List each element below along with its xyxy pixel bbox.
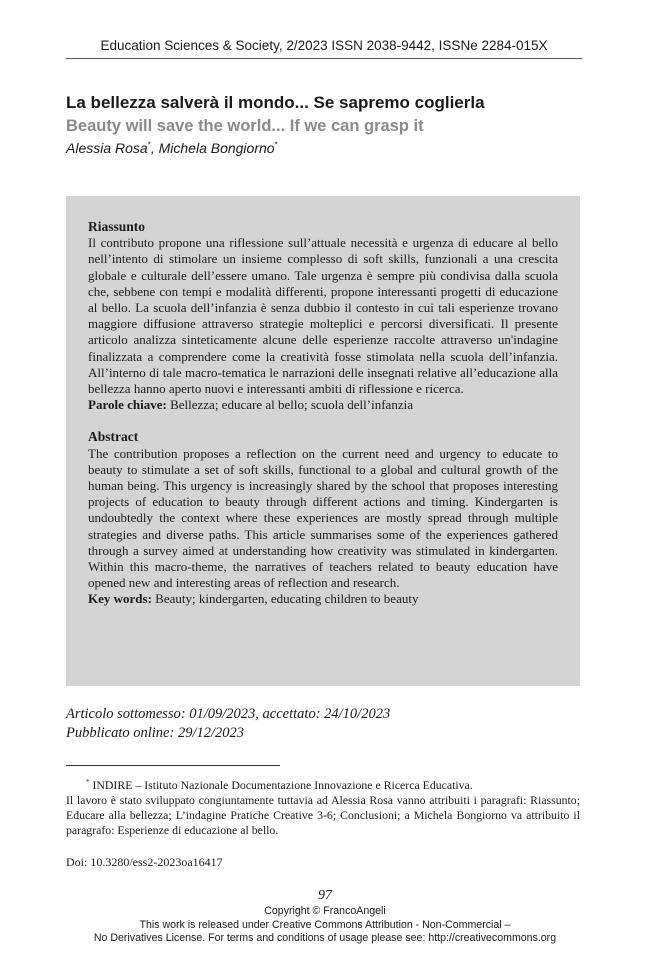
keywords-label: Key words: <box>88 591 152 607</box>
article-title-italian: La bellezza salverà il mondo... Se sapremo coglierla <box>66 93 485 112</box>
article-dates <box>66 705 566 743</box>
license-notice <box>0 905 650 946</box>
keywords-value: Beauty; kindergarten, educating children to beauty <box>151 591 419 607</box>
article-title-english: Beauty will save the world... If we can grasp it <box>66 117 424 135</box>
author-name: Michela Bongiorno <box>158 140 275 156</box>
submission-date: Articolo sottomesso: 01/09/2023, accettato: 24/10/2023 <box>66 706 391 722</box>
affiliation-text: INDIRE – Istituto Nazionale Documentazione Innovazione e Ricerca Educativa. <box>89 777 473 792</box>
copyright-line: Copyright © FrancoAngeli <box>264 905 386 917</box>
footnote-affiliation <box>66 775 580 793</box>
author-list <box>66 140 596 156</box>
footnote <box>66 775 580 838</box>
abstract-text: The contribution proposes a reflection on the current need and urgency to educate to beauty to stimulate a set of soft skills, functional to a global and cultural growth of the human being. This urgency is increasingly shared by the school that proposes interesting projects of education to beauty through different actions and timing. Kindergarten is undoubtedly the context where these experiences are mostly spread through multiple strategies and diverse paths. This article summarises some of the experiences gathered through a survey aimed at understanding how creativity was stimulated in kindergarten. Within this macro-theme, the narratives of teachers related to beauty education have opened new and interesting areas of reflection and research. <box>88 445 558 591</box>
author-footnote-mark: * <box>147 140 151 150</box>
riassunto-keywords <box>88 397 558 413</box>
author-separator: , <box>150 140 159 156</box>
riassunto-section <box>88 219 558 413</box>
abstract-box <box>66 196 580 686</box>
license-line: This work is released under Creative Commons Attribution - Non-Commercial – <box>139 918 511 931</box>
footnote-attribution: Il lavoro è stato sviluppato congiuntamente tuttavia ad Alessia Rosa vanno attribuiti i paragrafi: Riassunto; Educare alla bellezza; L’indagine Pratiche Creative 3-6; Conclusioni; a Michela Bongiorno va attribuito il paragrafo: Esperienze di educazione al bello. <box>66 792 580 837</box>
abstract-heading: Abstract <box>88 429 139 445</box>
publication-date: Pubblicato online: 29/12/2023 <box>66 725 245 741</box>
author-footnote-mark: * <box>274 140 278 150</box>
keywords-value: Bellezza; educare al bello; scuola dell’infanzia <box>166 397 413 413</box>
abstract-section <box>88 429 558 607</box>
riassunto-text: Il contributo propone una riflessione sull’attuale necessità e urgenza di educare al bello nell’intento di stimolare un insieme complesso di soft skills, funzionali a una crescita globale e culturale dell’essere umano. Tale urgenza è sempre più condivisa dalla scuola che, sebbene con tempi e modalità differenti, propone interessanti progetti di educazione al bello. La scuola dell’infanzia è senza dubbio il contesto in cui tali esperienze trovano maggiore diffusione attraverso strategie molteplici e percorsi diversificati. Il presente articolo analizza sinteticamente alcune delle esperienze raccolte attraverso un'indagine finalizzata a comprendere come la creatività fosse stimolata nella scuola dell’infanzia. All’interno di tale macro-tematica le narrazioni delle insegnati relative all’educazione alla bellezza hanno aperto nuovi e interessanti ambiti di riflessione e ricerca. <box>88 235 558 397</box>
abstract-keywords <box>88 591 558 607</box>
author-name: Alessia Rosa <box>66 140 148 156</box>
journal-header: Education Sciences & Society, 2/2023 ISSN 2038-9442, ISSNe 2284-015X <box>66 38 582 59</box>
license-terms-line: No Derivatives License. For terms and conditions of usage please see: http://creativecommons.org <box>93 932 557 944</box>
footnote-mark: * <box>86 778 90 786</box>
riassunto-heading: Riassunto <box>88 219 146 234</box>
doi: Doi: 10.3280/ess2-2023oa16417 <box>66 855 223 869</box>
keywords-label: Parole chiave: <box>88 397 167 413</box>
footnote-divider <box>66 765 280 766</box>
page-number: 97 <box>318 888 332 903</box>
